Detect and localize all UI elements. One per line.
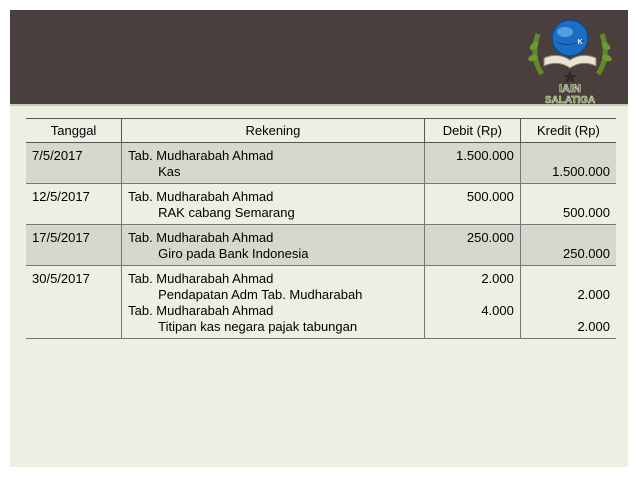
header-divider xyxy=(10,104,628,106)
row-date: 12/5/2017 xyxy=(26,184,122,225)
iain-salatiga-logo xyxy=(520,12,620,104)
row-date: 30/5/2017 xyxy=(26,266,122,339)
row-credit: 2.000 2.000 xyxy=(520,266,616,339)
header-debit: Debit (Rp) xyxy=(424,119,520,143)
row-debit: 250.000 xyxy=(424,225,520,266)
header-credit: Kredit (Rp) xyxy=(520,119,616,143)
credit-account: Pendapatan Adm Tab. Mudharabah xyxy=(158,287,363,302)
row-date: 7/5/2017 xyxy=(26,143,122,184)
debit-account: Tab. Mudharabah Ahmad xyxy=(128,230,274,245)
table-row xyxy=(26,184,616,225)
debit-account: Tab. Mudharabah Ahmad xyxy=(128,148,274,163)
svg-text:K: K xyxy=(577,39,583,46)
row-credit: 500.000 xyxy=(520,184,616,225)
debit-account: Tab. Mudharabah Ahmad xyxy=(128,271,274,286)
table-row xyxy=(26,266,616,339)
table-row xyxy=(26,225,616,266)
svg-text:IAIN: IAIN xyxy=(559,83,581,95)
row-accounts xyxy=(122,266,425,339)
debit-account-2: Tab. Mudharabah Ahmad xyxy=(128,303,274,318)
globe-icon xyxy=(552,20,588,56)
row-accounts xyxy=(122,143,425,184)
row-credit: 250.000 xyxy=(520,225,616,266)
debit-account: Tab. Mudharabah Ahmad xyxy=(128,189,274,204)
credit-account: Giro pada Bank Indonesia xyxy=(158,246,309,261)
journal-table xyxy=(26,118,616,339)
row-accounts xyxy=(122,184,425,225)
open-book-icon xyxy=(544,55,596,68)
table-row xyxy=(26,143,616,184)
credit-account: Kas xyxy=(158,164,181,179)
logo-emblem-icon xyxy=(520,12,620,104)
credit-account-2: Titipan kas negara pajak tabungan xyxy=(158,319,358,334)
row-accounts xyxy=(122,225,425,266)
row-date: 17/5/2017 xyxy=(26,225,122,266)
star-icon xyxy=(563,70,577,83)
laurel-right-icon xyxy=(598,34,605,74)
header-account: Rekening xyxy=(122,119,425,143)
credit-account: RAK cabang Semarang xyxy=(158,205,295,220)
slide xyxy=(10,10,628,467)
row-credit: 1.500.000 xyxy=(520,143,616,184)
table-header-row xyxy=(26,119,616,143)
header-date: Tanggal xyxy=(26,119,122,143)
row-debit: 2.000 4.000 xyxy=(424,266,520,339)
svg-text:SALATIGA: SALATIGA xyxy=(544,95,596,104)
row-debit: 500.000 xyxy=(424,184,520,225)
row-debit: 1.500.000 xyxy=(424,143,520,184)
laurel-left-icon xyxy=(535,34,542,74)
